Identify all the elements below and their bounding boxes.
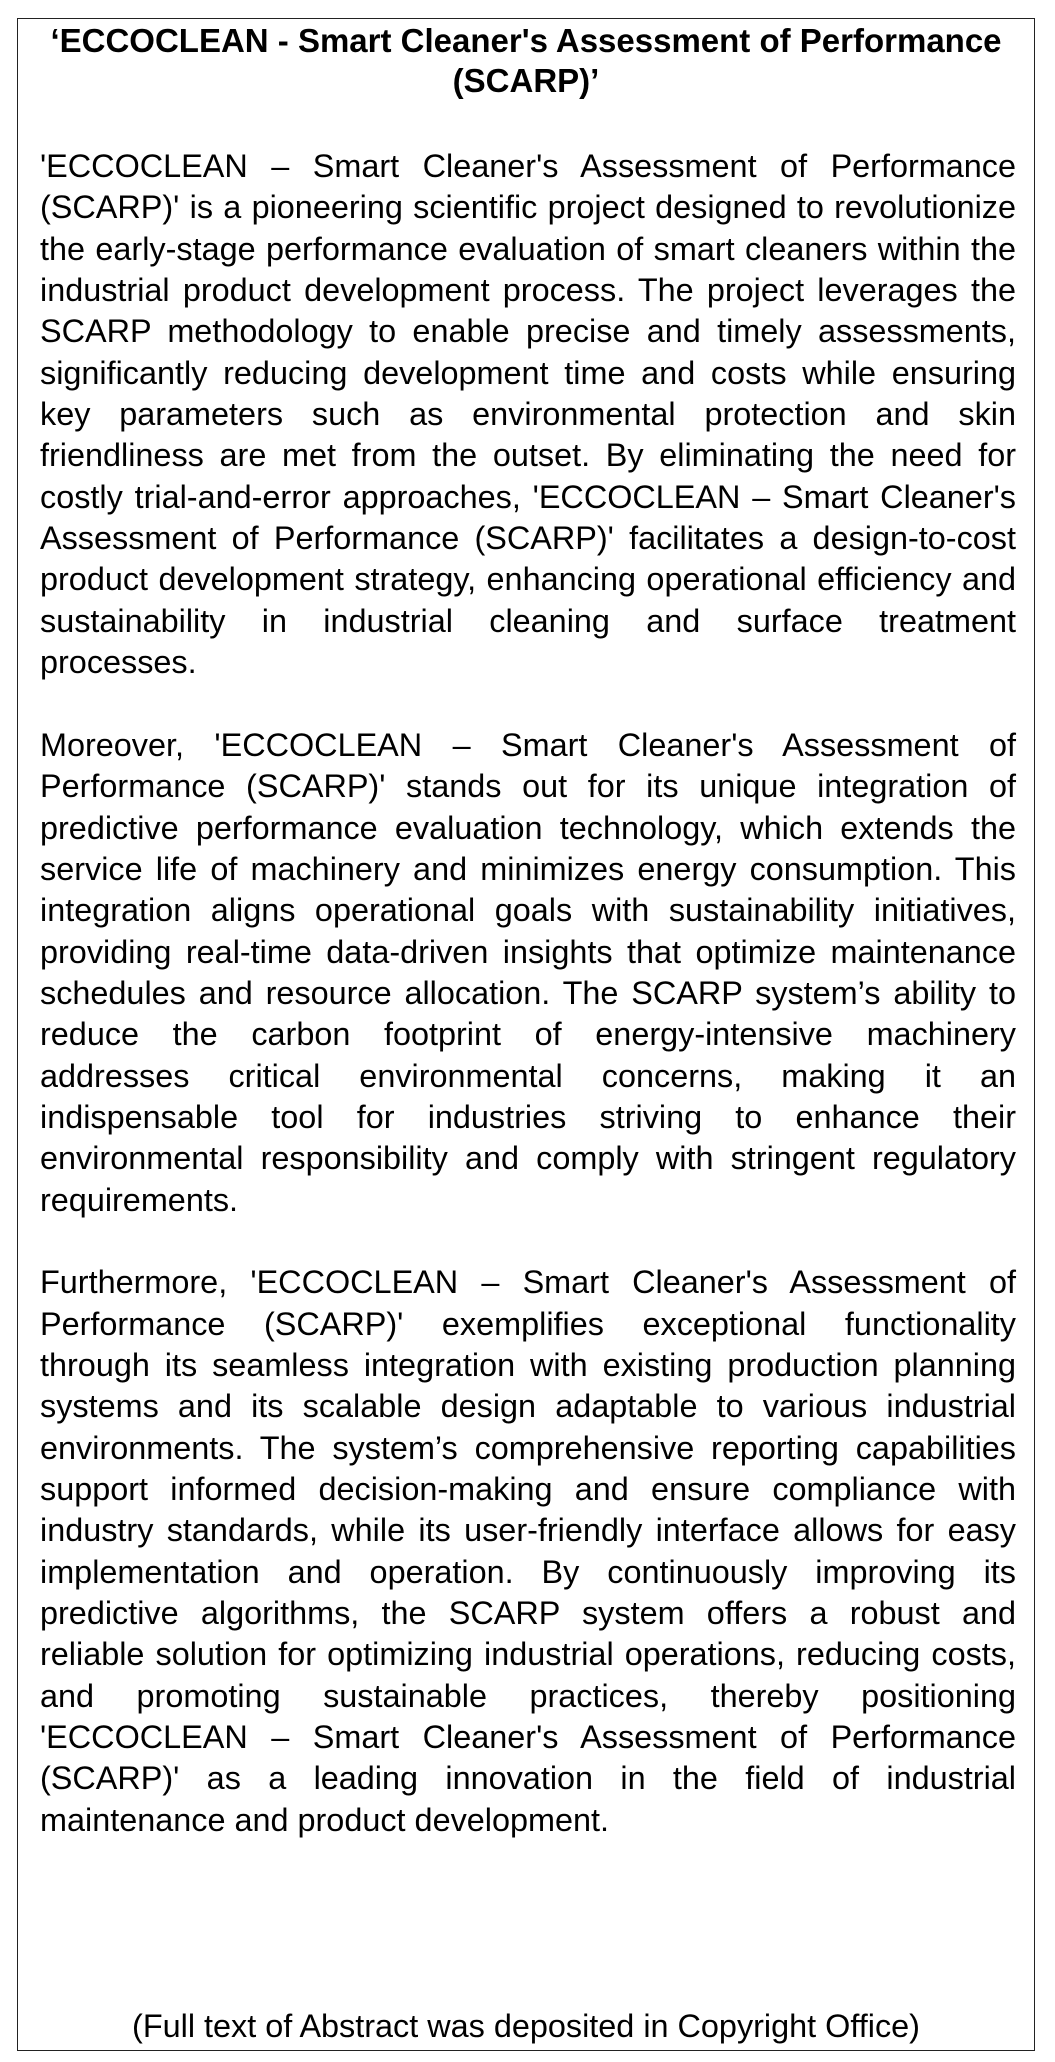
abstract-body <box>40 146 1016 1882</box>
paragraph-1: 'ECCOCLEAN – Smart Cleaner's Assessment of Performance (SCARP)' is a pioneering scientific project designed to revolutionize the early-stage performance evaluation of smart cleaners within the industrial product development process. The project leverages the SCARP methodology to enable precise and timely assessments, significantly reducing development time and costs while ensuring key parameters such as environmental protection and skin friendliness are met from the outset. By eliminating the need for costly trial-and-error approaches, 'ECCOCLEAN – Smart Cleaner's Assessment of Performance (SCARP)' facilitates a design-to-cost product development strategy, enhancing operational efficiency and sustainability in industrial cleaning and surface treatment processes. <box>40 148 1016 681</box>
paragraph-3: Furthermore, 'ECCOCLEAN – Smart Cleaner's Assessment of Performance (SCARP)' exemplifies exceptional functionality through its seamless integration with existing production planning systems and its scalable design adaptable to various industrial environments. The system’s comprehensive reporting capabilities support informed decision-making and ensure compliance with industry standards, while its user-friendly interface allows for easy implementation and operation. By continuously improving its predictive algorithms, the SCARP system offers a robust and reliable solution for optimizing industrial operations, reducing costs, and promoting sustainable practices, thereby positioning 'ECCOCLEAN – Smart Cleaner's Assessment of Performance (SCARP)' as a leading innovation in the field of industrial maintenance and product development. <box>40 1264 1016 1838</box>
document-title: ‘ECCOCLEAN - Smart Cleaner's Assessment of Performance (SCARP)’ <box>50 22 1002 99</box>
paragraph-2: Moreover, 'ECCOCLEAN – Smart Cleaner's Assessment of Performance (SCARP)' stands out for its unique integration of predictive performance evaluation technology, which extends the service life of machinery and minimizes energy consumption. This integration aligns operational goals with sustainability initiatives, providing real-time data-driven insights that optimize maintenance schedules and resource allocation. The SCARP system’s ability to reduce the carbon footprint of energy-intensive machinery addresses critical environmental concerns, making it an indispensable tool for industries striving to enhance their environmental responsibility and comply with stringent regulatory requirements. <box>40 726 1016 1218</box>
abstract-frame <box>17 18 1035 2051</box>
footer-note: (Full text of Abstract was deposited in Copyright Office) <box>132 2008 920 2044</box>
